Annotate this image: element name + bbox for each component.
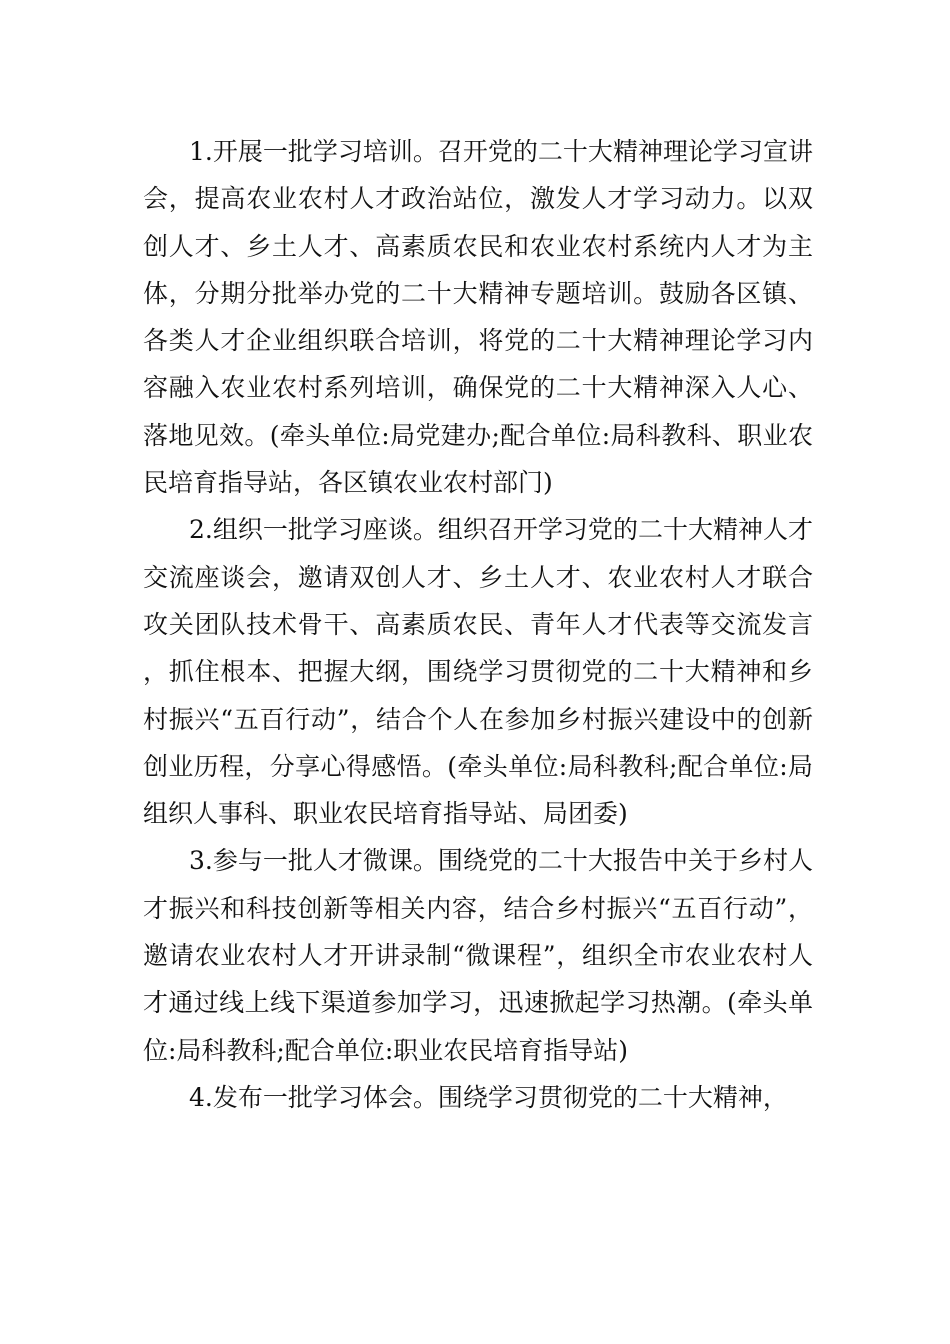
paragraph-2-line-3: 联合攻关团队技术骨干、高素质农民、青年人才代表等交	[143, 562, 813, 639]
paragraph-3-line-3: 动”，邀请农业农村人才开讲录制“微课程”，组织全市	[143, 893, 813, 971]
paragraph-3-line-5: 热潮。(牵头单位:局科教科;配合单位:职业农民培育指导站)	[143, 988, 813, 1065]
paragraph-2-line-1: 2.组织一批学习座谈。组织召开学习党的二十大精神人	[189, 515, 788, 545]
paragraph-1-line-3: 以双创人才、乡土人才、高素质农民和农业农村系统内人	[143, 184, 813, 261]
paragraph-3-line-1: 3.参与一批人才微课。围绕党的二十大报告中关于乡村	[189, 846, 788, 876]
paragraph-1-line-1: 1.开展一批学习培训。召开党的二十大精神理论学习宣	[189, 137, 788, 166]
paragraph-2-line-7: 科;配合单位:局组织人事科、职业农民培育指导站、局团	[143, 751, 813, 829]
paragraph-4	[143, 1074, 813, 1121]
paragraph-2-line-4: 流发言，抓住根本、把握大纲，围绕学习贯彻党的二十大	[143, 609, 813, 687]
paragraph-2-line-6: 建设中的创新创业历程，分享心得感悟。(牵头单位:局科教	[143, 704, 813, 781]
paragraph-1-line-2: 讲会，提高农业农村人才政治站位，激发人才学习动力。	[143, 137, 813, 214]
paragraph-3-line-4: 农业农村人才通过线上线下渠道参加学习，迅速掀起学习	[143, 941, 813, 1018]
paragraph-3	[143, 837, 813, 1073]
paragraph-4-line-1: 4.发布一批学习体会。围绕学习贯彻党的二十大精神，	[189, 1082, 788, 1112]
paragraph-1-line-4: 才为主体，分期分批举办党的二十大精神专题培训。鼓励	[143, 231, 813, 308]
paragraph-2-line-2: 才交流座谈会，邀请双创人才、乡土人才、农业农村人才	[143, 515, 813, 592]
document-body	[143, 128, 813, 1121]
paragraph-1-line-6: 理论学习内容融入农业农村系列培训，确保党的二十大精	[143, 326, 813, 403]
paragraph-3-line-2: 人才振兴和科技创新等相关内容，结合乡村振兴“五百行	[143, 846, 813, 923]
paragraph-1-line-5: 各区镇、各类人才企业组织联合培训，将党的二十大精神	[143, 278, 813, 356]
paragraph-2	[143, 506, 813, 837]
paragraph-2-line-8: 委)	[593, 799, 628, 829]
paragraph-1	[143, 128, 813, 506]
paragraph-2-line-5: 精神和乡村振兴“五百行动”，结合个人在参加乡村振兴	[143, 657, 813, 734]
paragraph-1-line-8: 科教科、职业农民培育指导站，各区镇农业农村部门)	[143, 420, 813, 498]
paragraph-1-line-7: 神深入人心、落地见效。(牵头单位:局党建办;配合单位:局	[143, 373, 813, 450]
